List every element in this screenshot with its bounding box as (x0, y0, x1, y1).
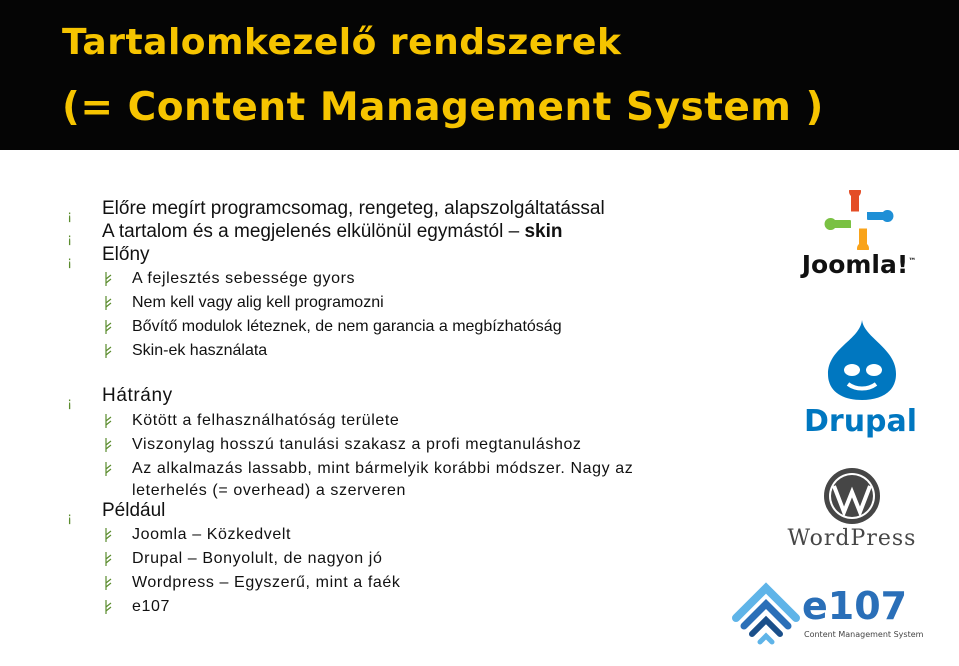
bullet-marker-icon: ¡ (67, 255, 73, 270)
sub-bullet-text-continued: leterhelés (= overhead) a szerveren (132, 482, 407, 499)
bullet-text: Előny (102, 244, 150, 265)
sub-bullet-marker-icon (103, 599, 113, 615)
slide-title-line1: Tartalomkezelő rendszerek (62, 22, 622, 63)
sub-bullet-marker-icon (103, 527, 113, 543)
sub-bullet-text: Drupal – Bonyolult, de nagyon jó (132, 550, 383, 567)
bullet-marker-icon: ¡ (67, 396, 73, 411)
joomla-wordmark (796, 250, 922, 279)
joomla-logo (796, 190, 922, 282)
wordpress-w-icon (782, 466, 922, 526)
wordpress-wordmark: WordPress (787, 526, 917, 551)
e107-logo (726, 578, 928, 658)
sub-bullet-marker-icon (103, 413, 113, 429)
sub-bullet-marker-icon (103, 551, 113, 567)
bullet-marker-icon: ¡ (67, 232, 73, 247)
sub-bullet-marker-icon (103, 461, 113, 477)
e107-subtitle: Content Management System (804, 630, 924, 639)
bullet-text (102, 221, 562, 243)
sub-bullet-text: Skin-ek használata (132, 342, 268, 359)
bullet-marker-icon: ¡ (67, 209, 73, 224)
joomla-logo-icon (796, 190, 922, 250)
drupal-logo (804, 318, 916, 442)
sub-bullet-marker-icon (103, 343, 113, 359)
sub-bullet-marker-icon (103, 575, 113, 591)
sub-bullet-text: Joomla – Közkedvelt (132, 526, 292, 543)
sub-bullet-marker-icon (103, 319, 113, 335)
sub-bullet-text: A fejlesztés sebessége gyors (132, 270, 356, 287)
sub-bullet-text: Wordpress – Egyszerű, mint a faék (132, 574, 401, 591)
e107-wordmark: e107 (802, 584, 908, 628)
drupal-drop-icon (804, 318, 916, 402)
sub-bullet-text: Nem kell vagy alig kell programozni (132, 294, 384, 311)
sub-bullet-text: Viszonylag hosszú tanulási szakasz a profi megtanuláshoz (132, 436, 582, 453)
sub-bullet-marker-icon (103, 295, 113, 311)
drupal-wordmark: Drupal (804, 404, 918, 439)
bullet-text: Hátrány (102, 385, 173, 406)
wordpress-logo (782, 466, 922, 552)
bullet-text: Például (102, 500, 166, 521)
sub-bullet-text: Kötött a felhasználhatóság területe (132, 412, 400, 429)
sub-bullet-marker-icon (103, 437, 113, 453)
sub-bullet-text: Bővítő modulok léteznek, de nem garancia a megbízhatóság (132, 318, 562, 335)
slide-title-line2: (= Content Management System ) (62, 85, 824, 130)
bullet-marker-icon: ¡ (67, 511, 73, 526)
sub-bullet-marker-icon (103, 271, 113, 287)
sub-bullet-text: Az alkalmazás lassabb, mint bármelyik korábbi módszer. Nagy az (132, 460, 634, 477)
bullet-text-part: A tartalom és a megjelenés elkülönül egymástól – (102, 221, 525, 242)
sub-bullet-text: e107 (132, 598, 170, 615)
joomla-tm: ™ (908, 256, 917, 266)
bullet-text-bold: skin (524, 221, 563, 242)
joomla-text: Joomla! (801, 250, 909, 279)
e107-icon (726, 578, 806, 658)
bullet-text: Előre megírt programcsomag, rengeteg, alapszolgáltatással (102, 198, 605, 219)
